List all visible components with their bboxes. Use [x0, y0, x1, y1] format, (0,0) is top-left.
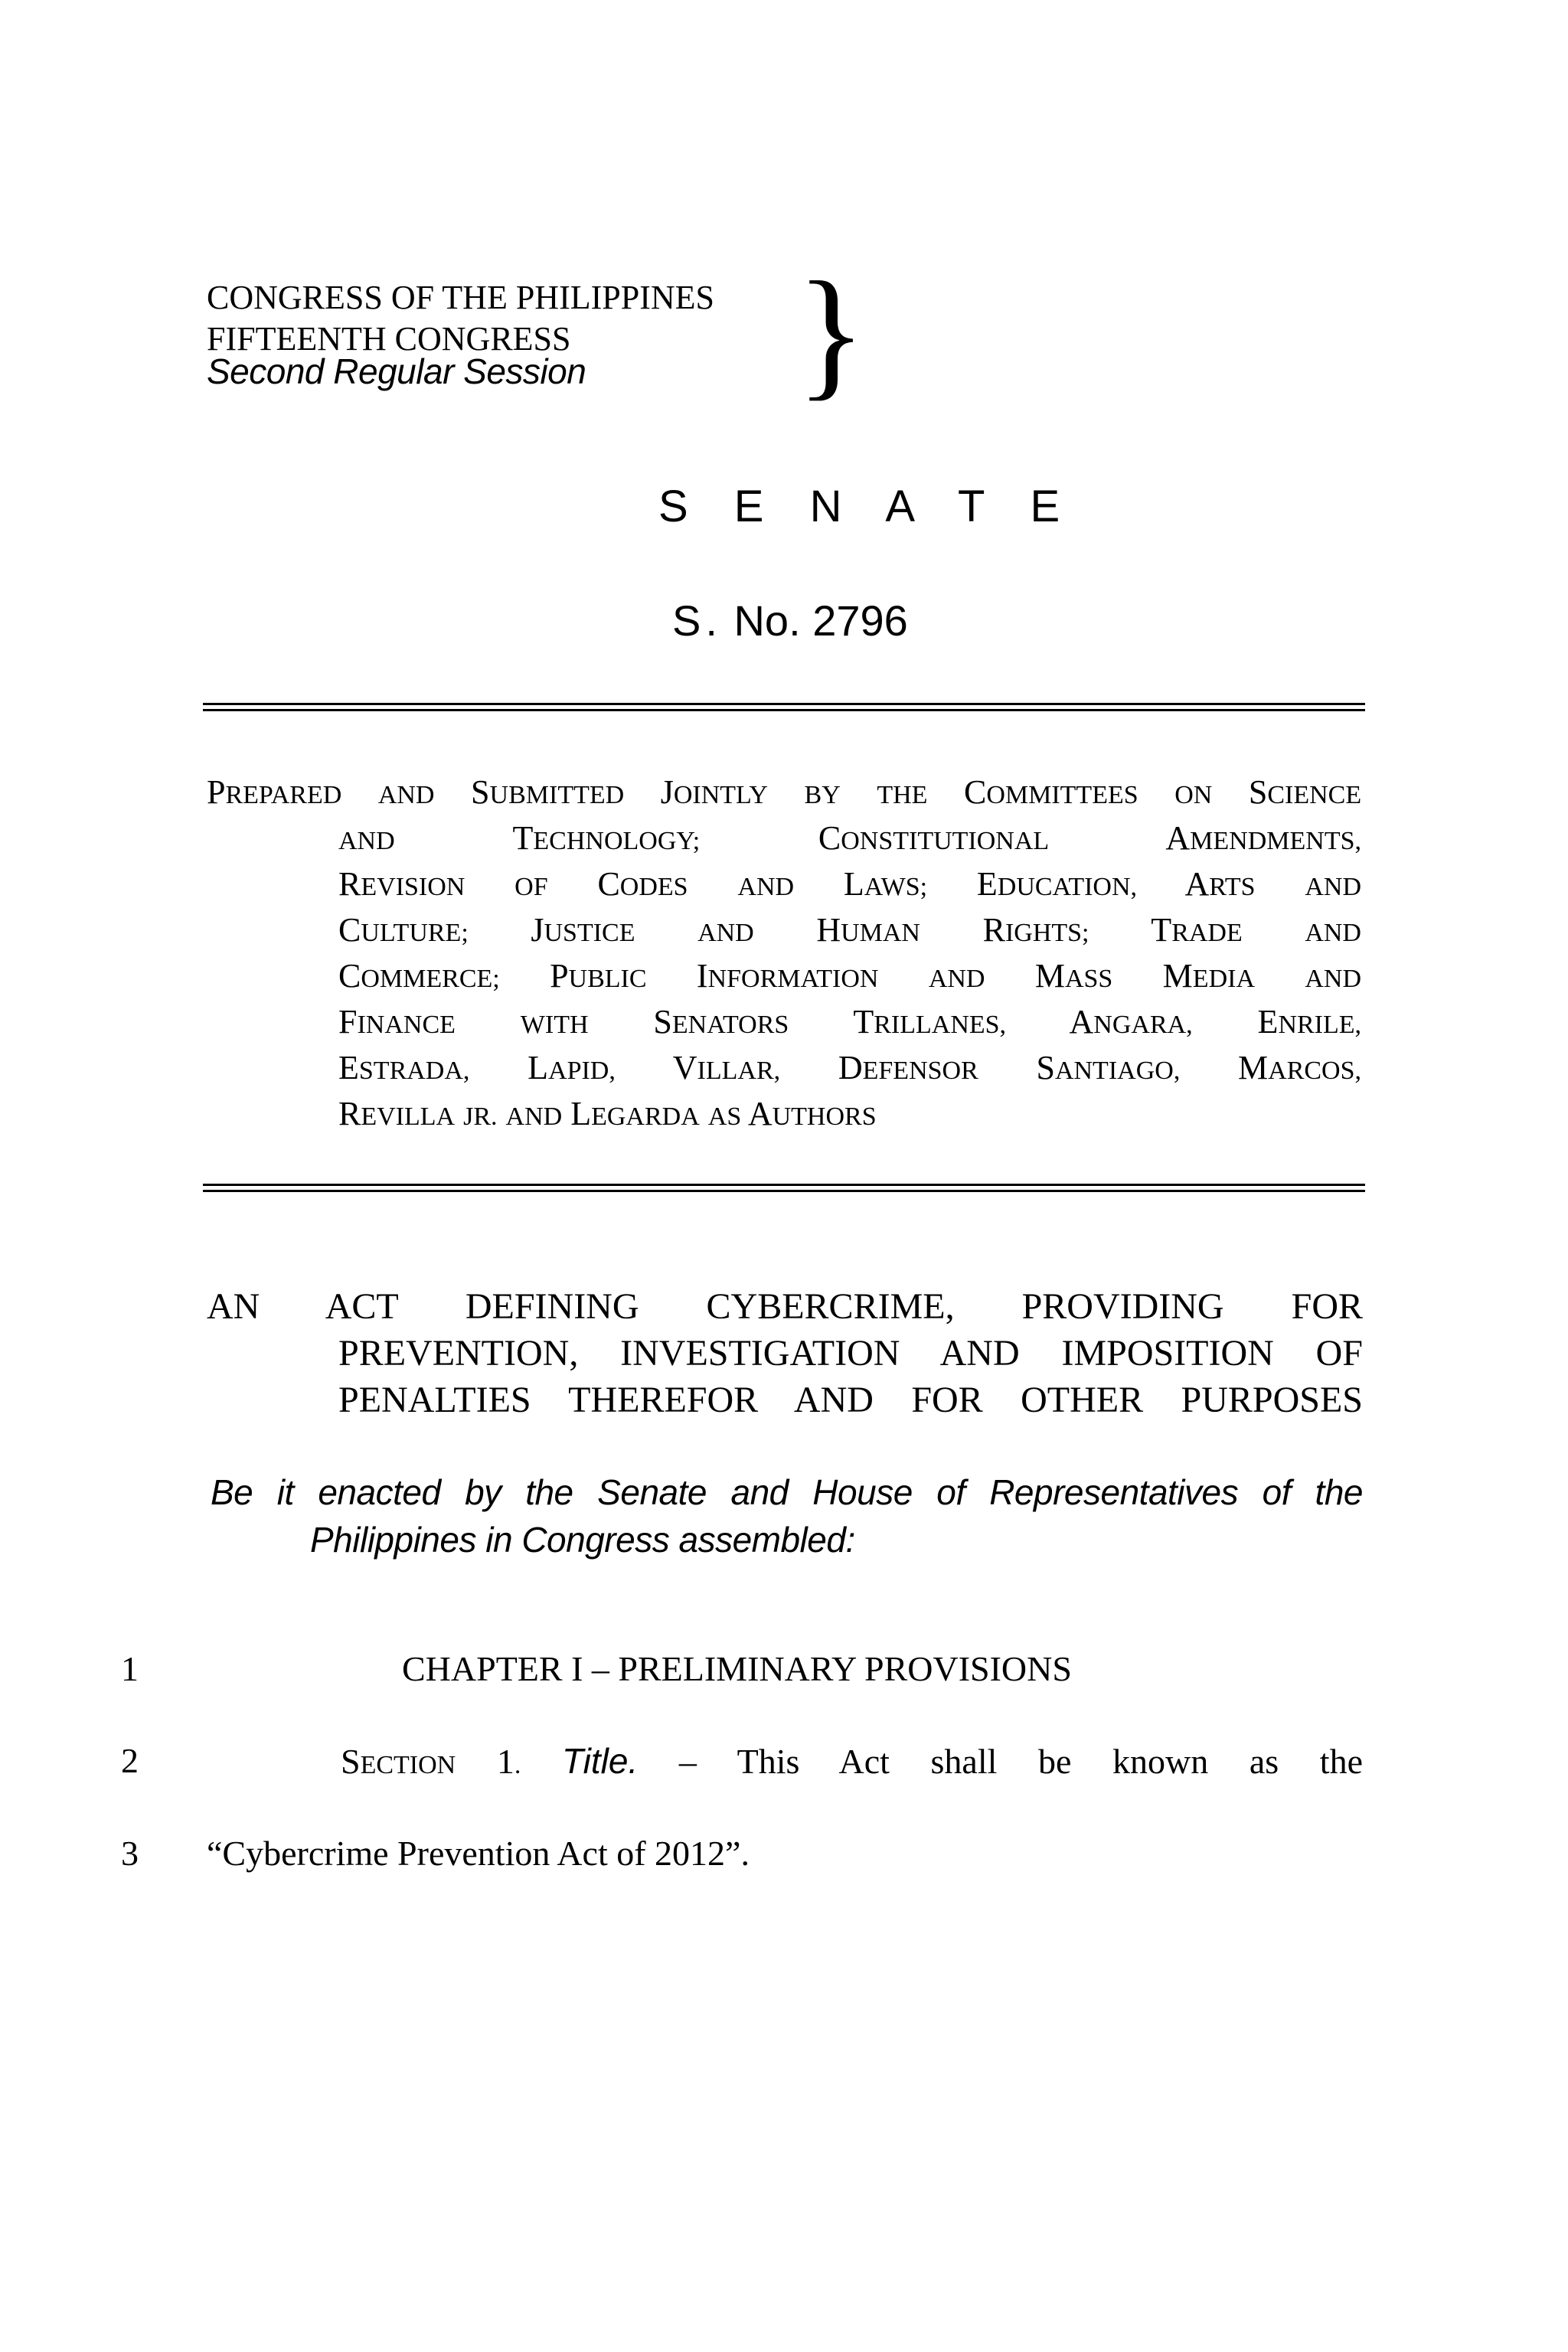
- line-number: 3: [121, 1834, 139, 1873]
- divider-rule: [203, 709, 1365, 711]
- authors-line: FINANCE WITH SENATORS TRILLANES, ANGARA, ENRILE,: [338, 1003, 1362, 1040]
- bill-number-value: 2796: [812, 596, 908, 645]
- section-title: Title.: [561, 1741, 639, 1781]
- act-title-line: AN ACT DEFINING CYBERCRIME, PROVIDING FOR: [207, 1286, 1363, 1327]
- authors-line: REVILLA JR. AND LEGARDA AS AUTHORS: [338, 1095, 877, 1132]
- authors-paragraph: [207, 769, 1361, 1137]
- section-dash: –: [678, 1742, 697, 1781]
- enacting-line: Philippines in Congress assembled:: [310, 1520, 855, 1560]
- enacting-clause: [211, 1468, 1363, 1563]
- line-number: 2: [121, 1741, 139, 1780]
- congress-number: FIFTEENTH CONGRESS: [207, 320, 571, 358]
- bill-number: [672, 596, 908, 645]
- bill-prefix: S.: [672, 596, 722, 645]
- bill-no-label: No.: [733, 596, 801, 645]
- header-brace: }: [796, 253, 867, 413]
- act-title-line: PENALTIES THEREFOR AND FOR OTHER PURPOSES: [338, 1380, 1363, 1420]
- authors-line: CULTURE; JUSTICE AND HUMAN RIGHTS; TRADE AND: [338, 911, 1361, 949]
- line-number: 1: [121, 1649, 139, 1688]
- enacting-line: Be it enacted by the Senate and House of Representatives of the: [211, 1472, 1363, 1512]
- authors-line: PREPARED AND SUBMITTED JOINTLY BY THE COMMITTEES ON SCIENCE: [207, 773, 1362, 811]
- chapter-heading: CHAPTER I – PRELIMINARY PROVISIONS: [402, 1649, 1072, 1688]
- congress-name: CONGRESS OF THE PHILIPPINES: [207, 279, 714, 316]
- act-title-line: PREVENTION, INVESTIGATION AND IMPOSITION OF: [338, 1333, 1363, 1374]
- section-1-line: [341, 1740, 1363, 1787]
- act-title: [207, 1283, 1363, 1423]
- authors-line: AND TECHNOLOGY; CONSTITUTIONAL AMENDMENTS,: [338, 819, 1361, 857]
- section-label: SECTION 1.: [341, 1742, 521, 1781]
- authors-line: REVISION OF CODES AND LAWS; EDUCATION, ARTS AND: [338, 865, 1362, 903]
- chamber-title: S E N A T E: [658, 482, 1077, 531]
- authors-line: ESTRADA, LAPID, VILLAR, DEFENSOR SANTIAGO, MARCOS,: [338, 1049, 1362, 1086]
- section-text: This Act shall be known as the: [737, 1742, 1363, 1781]
- section-continuation: “Cybercrime Prevention Act of 2012”.: [207, 1834, 750, 1873]
- session-name: Second Regular Session: [207, 351, 586, 391]
- divider-rule: [203, 1190, 1365, 1192]
- authors-line: COMMERCE; PUBLIC INFORMATION AND MASS MEDIA AND: [338, 957, 1362, 995]
- divider-rule: [203, 703, 1365, 705]
- divider-rule: [203, 1184, 1365, 1186]
